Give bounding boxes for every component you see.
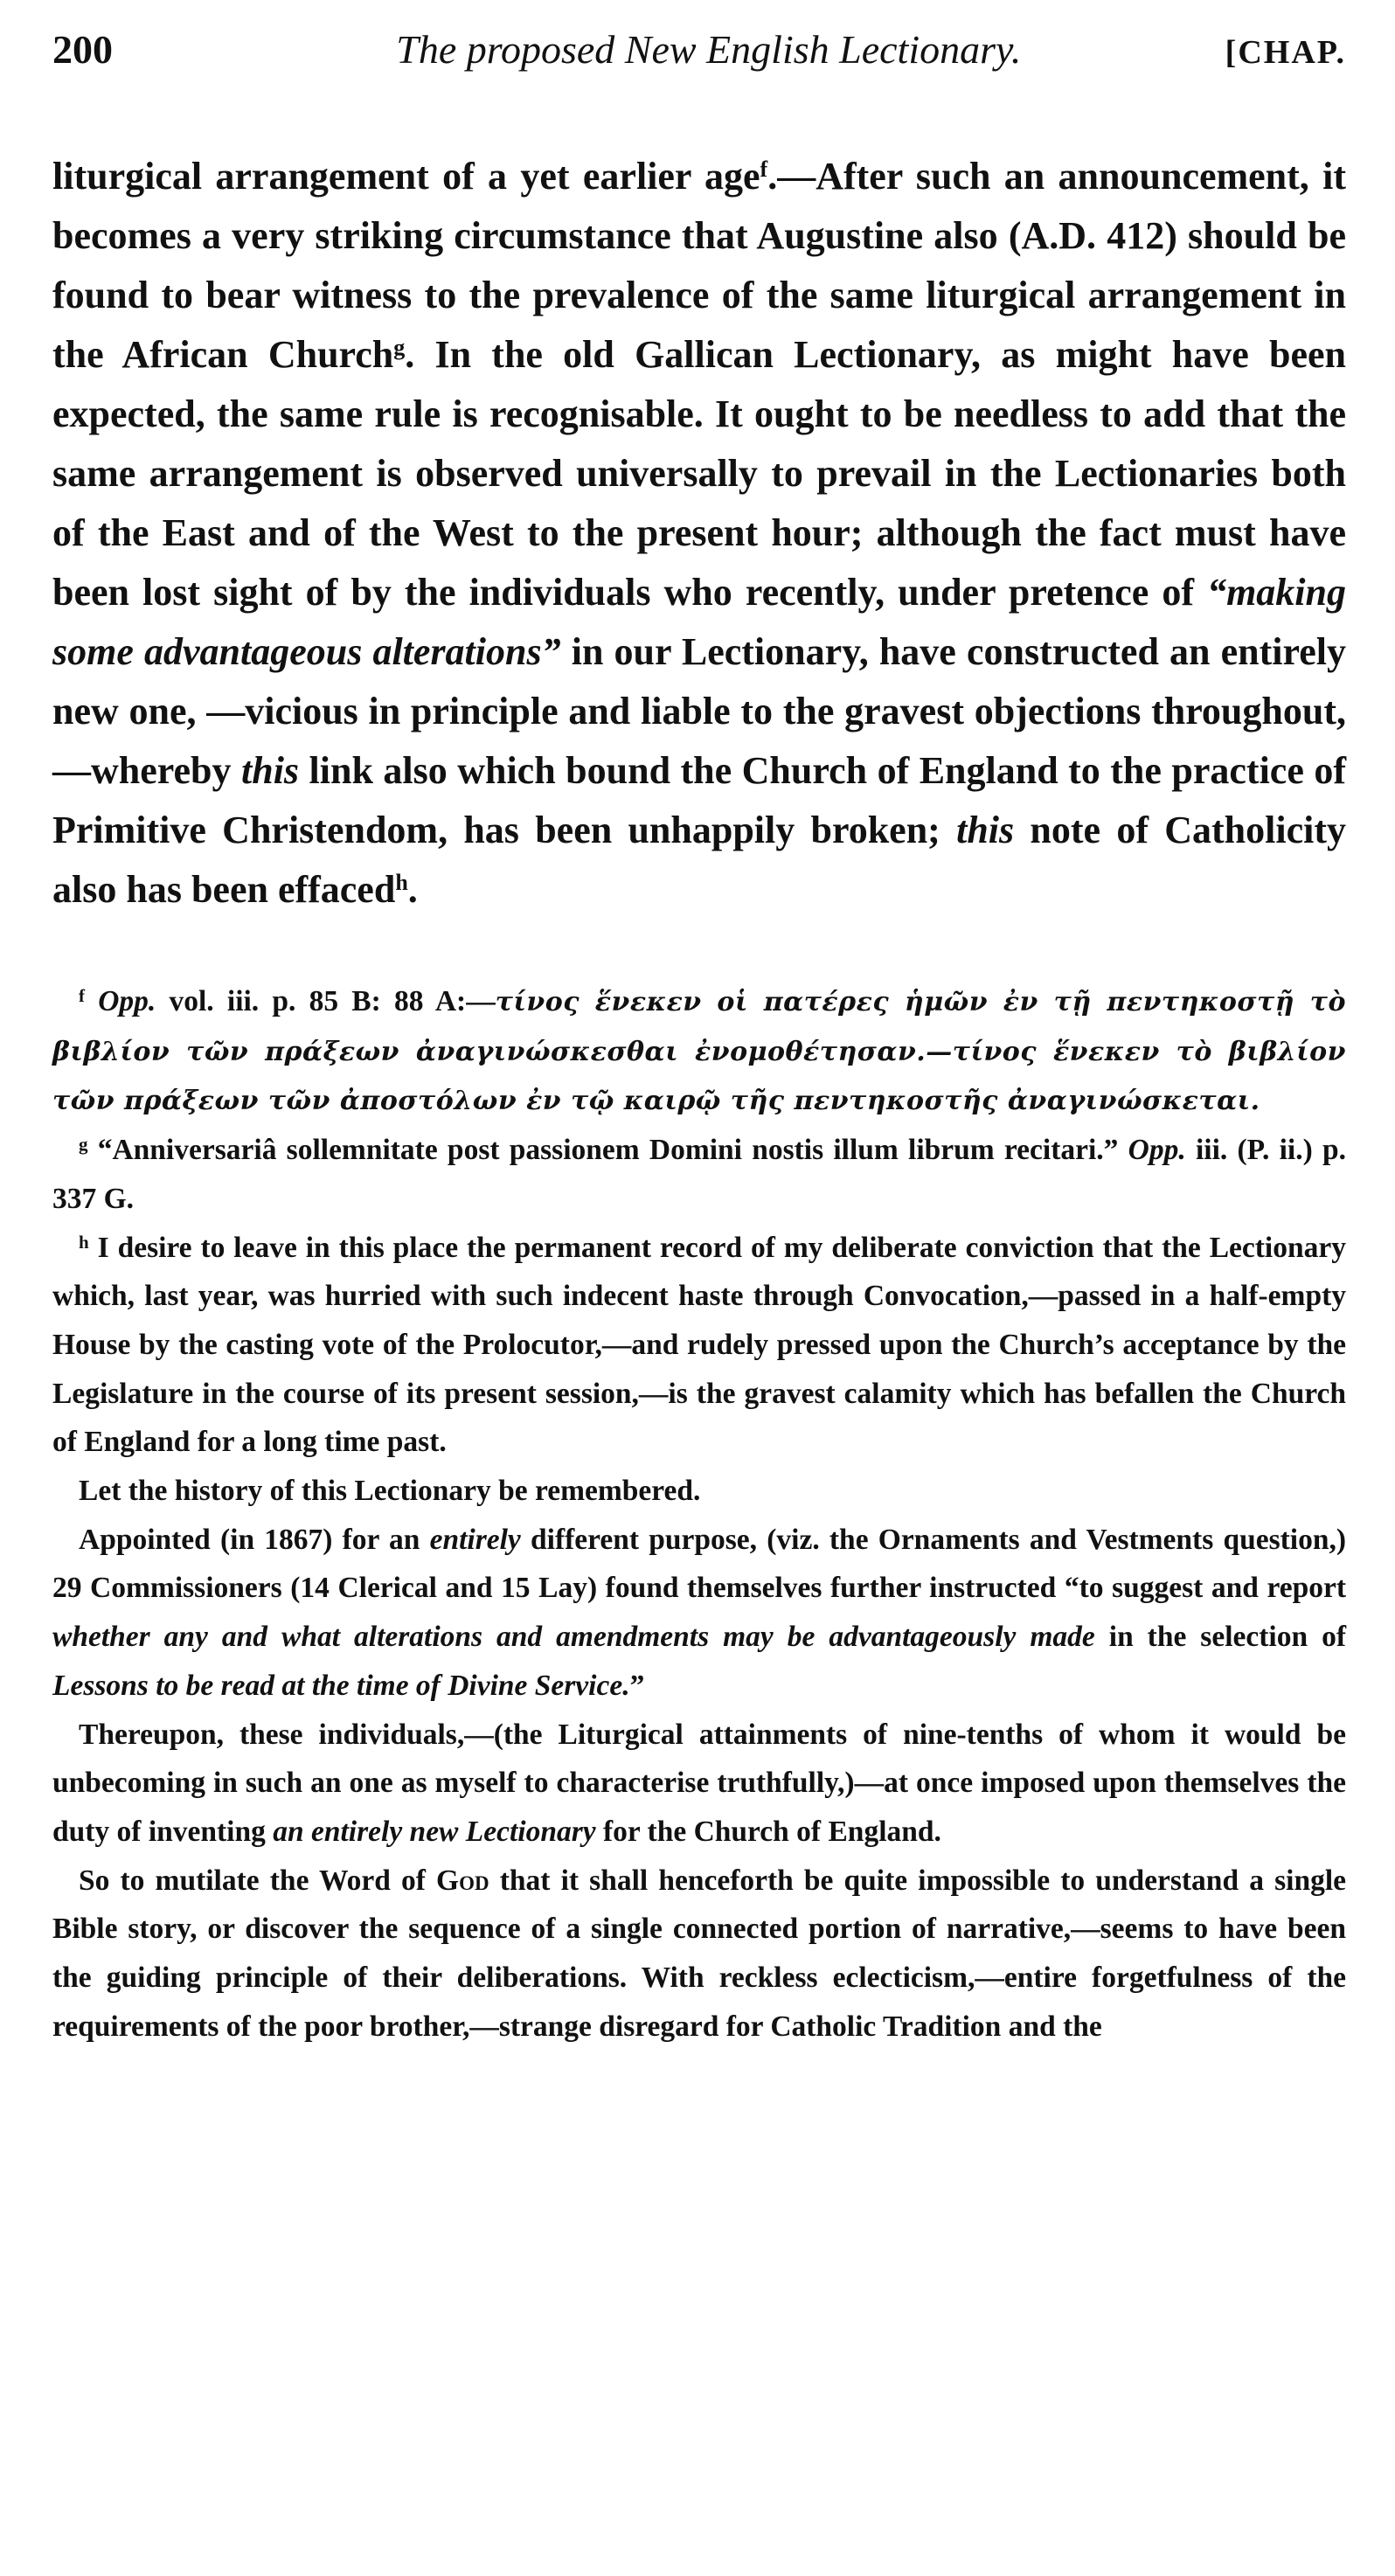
footnotes (52, 977, 1346, 2051)
footnote-mark: f (79, 985, 85, 1006)
footnote-g (52, 1126, 1346, 1223)
emphasis: Lessons to be read at the time of Divine Service. (52, 1669, 630, 1702)
emphasis: an entirely new Lectionary (273, 1815, 596, 1848)
footnote-ref-f[interactable]: f (760, 156, 768, 182)
emphasis: this (241, 749, 300, 792)
footnote-paragraph (52, 1516, 1346, 1711)
footnote-text: ” (629, 1669, 645, 1702)
era-abbreviation: A.D. (1021, 214, 1097, 257)
main-text-run: in our Lectionary, have constructed an entirely new one, —vicious in principle and liable to the gravest objections throughout,—whereby (52, 630, 1346, 792)
footnote-text: So to mutilate the Word of (79, 1864, 437, 1897)
main-paragraph (52, 147, 1346, 920)
footnote-paragraph (52, 1857, 1346, 2052)
footnote-h (52, 1224, 1346, 1468)
footnote-ref-h[interactable]: h (395, 870, 408, 895)
work-title: Opp. (98, 985, 156, 1017)
footnote-text: for the Church of England. (595, 1815, 941, 1848)
chapter-label: [CHAP. (1225, 34, 1346, 71)
footnote-text: Thereupon, these individuals,—(the Liturgical attainments of nine-tenths of whom it would be unbecoming in such an one as myself to characterise truthfully,)—at once imposed upon themselves the duty of inventing (52, 1718, 1346, 1848)
footnote-text: in the selection of (1094, 1621, 1346, 1654)
emphasis: this (956, 809, 1015, 851)
main-text-run: note of Catholicity also has been effaced (52, 809, 1346, 911)
page-number: 200 (52, 27, 113, 72)
main-text-run: .—After such an announcement, it becomes a very striking circumstance that Augustine also ( (52, 155, 1347, 257)
main-text (52, 147, 1346, 920)
footnote-text: different purpose, (viz. the Ornaments and Vestments question,) 29 Commissioners (14 Clerical and 15 Lay) found themselves further instructed “to suggest and report (52, 1523, 1346, 1605)
emphasis: entirely (429, 1523, 521, 1556)
main-text-run: 412) should be found to bear witness to the prevalence of the same liturgical arrangement in the African Church (52, 214, 1346, 376)
emphasis: whether any and what alterations and amendments may be advantageously made (52, 1621, 1095, 1654)
footnote-mark: g (79, 1134, 88, 1156)
running-title: The proposed New English Lectionary. (396, 27, 1022, 72)
book-page (52, 26, 1346, 2051)
main-text-run: liturgical arrangement of a yet earlier age (52, 155, 760, 198)
footnote-text: I desire to leave in this place the permanent record of my deliberate conviction that the Lectionary which, last year, was hurried with such indecent haste through Convocation,—passed in a half-empty House by the casting vote of the Prolocutor,—and rudely pressed upon the Church’s acceptance by the Legislature in the course of its present session,—is the gravest calamity which has befallen the Church of England for a long time past. (52, 1231, 1346, 1459)
latin-quotation: “Anniversariâ sollemnitate post passionem Domini nostis illum librum recitari.” (87, 1134, 1128, 1167)
main-text-run: . (407, 868, 418, 911)
work-title: Opp. (1128, 1134, 1186, 1167)
footnote-text: that it shall henceforth be quite impossible to understand a single Bible story, or discover the sequence of a single connected portion of narrative,—seems to have been the guiding principle of their deliberations. With reckless eclecticism,—entire forgetfulness of the requirements of the poor brother,—strange disregard for Catholic Tradition and the (52, 1864, 1346, 2043)
main-text-run: link also which bound the Church of England to the practice of Primitive Christendom, has been unhappily broken; (52, 749, 1346, 851)
divine-name: God (436, 1864, 489, 1897)
greek-quotation: τίνος ἕνεκεν οἱ πατέρες ἡμῶν ἐν τῇ πεντηκοστῇ τὸ βιβλίον τῶν πράξεων ἀναγινώσκεσθαι ἐνομοθέτησαν.—τίνος ἕνεκεν τὸ βιβλίον τῶν πράξεων τῶν ἀποστόλων ἐν τῷ καιρῷ τῆς πεντηκοστῆς ἀναγινώσκεται. (52, 987, 1346, 1117)
citation: iii. (P. ii.) p. 337 G. (52, 1134, 1347, 1215)
main-text-run: . In the old Gallican Lectionary, as might have been expected, the same rule is recognisable. It ought to be needless to add that the same arrangement is observed universally to prevail in the Lectionaries both of the East and of the West to the present hour; although the fact must have been lost sight of by the individuals who recently, under pretence of (52, 333, 1346, 614)
footnote-mark: h (79, 1231, 89, 1253)
footnote-paragraph: Let the history of this Lectionary be remembered. (79, 1475, 701, 1508)
footnote-paragraph (52, 1711, 1346, 1857)
citation: vol. iii. p. 85 B: 88 A:— (156, 985, 496, 1017)
footnote-f (52, 977, 1346, 1126)
footnote-ref-g[interactable]: g (393, 335, 406, 360)
quoted-phrase: “making some advantageous alterations” (52, 571, 1346, 673)
running-head (52, 26, 1346, 82)
footnote-text: Appointed (in 1867) for an (79, 1523, 430, 1556)
